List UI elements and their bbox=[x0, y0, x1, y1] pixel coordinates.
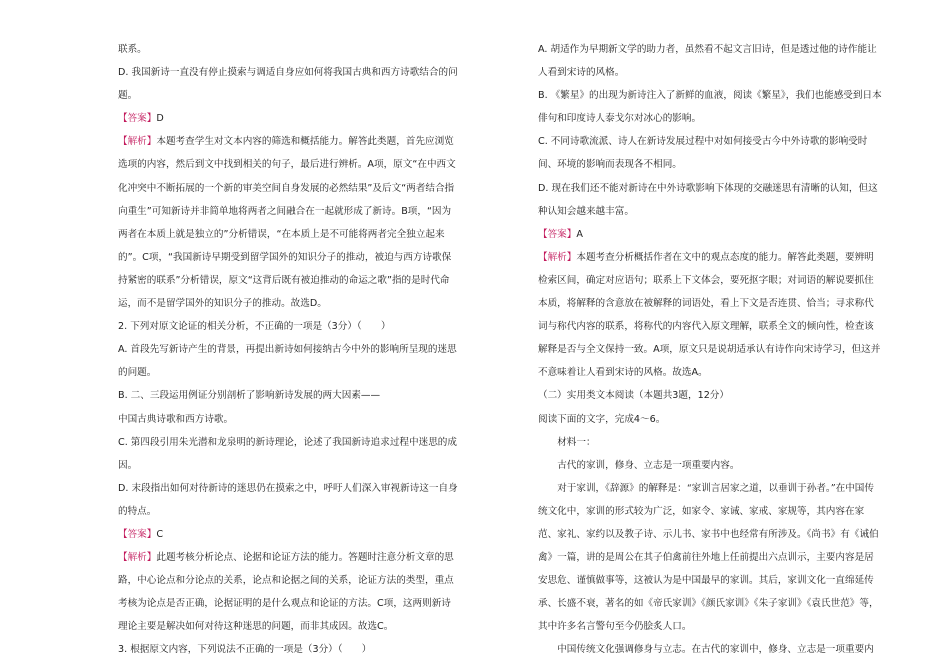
section-heading: （二）实用类文本阅读（本题共3题，12分） bbox=[538, 390, 729, 402]
option-d: D. 末段指出如何对待新诗的迷思仍在摸索之中，呼吁人们深入审视新诗这一自身的特点。 bbox=[118, 482, 458, 517]
answer-value: D bbox=[156, 113, 164, 125]
answer-line bbox=[118, 523, 460, 546]
question-2: 2. 下列对原文论证的相关分析，不正确的一项是（3分）（ ） bbox=[118, 321, 391, 333]
material-paragraph: 古代的家训，修身、立志是一项重要内容。 bbox=[557, 459, 740, 471]
explanation bbox=[538, 246, 883, 385]
option-b-continued: 中国古典诗歌和西方诗歌。 bbox=[118, 413, 234, 425]
answer-tag: 【答案】 bbox=[118, 113, 157, 125]
option-d: D. 我国新诗一直没有停止摸索与调适自身应如何将我国古典和西方诗歌结合的问题。 bbox=[118, 67, 458, 102]
material-paragraph: 中国传统文化强调修身与立志。在古代的家训中，修身、立志是一项重要内 bbox=[557, 644, 874, 656]
option-c: C. 第四段引用朱光潜和龙泉明的新诗理论，论述了我国新诗追求过程中迷思的成因。 bbox=[118, 436, 457, 471]
explanation-text: 本题考查分析概括作者在文中的观点态度的能力。解答此类题，要辨明检索区间，确定对应语句；联系上下文体会，要死抠字眼；对词语的解说要抓住本质，将解释的含意放在被解释的词语处，看上下文是否连贯、恰当；寻求称代词与称代内容的联系，将称代的内容代入原文理解，联系全文的倾向性，检查该解释是否与全文保持一致。A项，原文只是说胡适承认有诗作向宋诗学习，但这并不意味着让人看到宋诗的风格。故选A。 bbox=[538, 251, 881, 379]
answer-value: C bbox=[156, 528, 164, 540]
explanation bbox=[118, 546, 460, 638]
explanation-text: 本题考查学生对文本内容的筛选和概括能力。解答此类题，首先应浏览选项的内容，然后到文中找到相关的句子，最后进行辨析。A项，原文“在中西文化冲突中不断拓展的一个新的审美空间自身发展的必然结果”及后文“两者结合指向重生”可知新诗并非简单地将两者之间融合在一起就形成了新诗。B项，“因为两者在本质上就是独立的”分析错误，“在本质上是不可能将两者完全独立起来的”。C项，“我国新诗早期受到留学国外的知识分子的推动，被迫与西方诗歌保持紧密的联系”分析错误，原文“这背后既有被迫推动的命运之歌”指的是时代命运，而不是留学国外的知识分子的推动。故选D。 bbox=[118, 136, 456, 310]
material-paragraph: 对于家训，《辞源》的解释是：“家训言居家之道，以垂训于孙者。”在中国传统文化中，家训的形式较为广泛，如家令、家诫、家戒、家规等，其内容在家范、家礼、家约以及教子诗、示儿书、家书中也经常有所涉及。《尚书》有《诫伯禽》一篇，讲的是周公在其子伯禽前往外地上任前提出六点训示，主要内容是居安思危、谨慎做事等，这被认为是中国最早的家训。其后，家训文化一直绵延传承、长盛不衰，著名的如《帝氏家训》《颜氏家训》《朱子家训》《袁氏世范》等，其中许多名言警句至今仍脍炙人口。 bbox=[538, 482, 879, 633]
reading-instruction: 阅读下面的文字，完成4～6。 bbox=[538, 413, 666, 425]
answer-line bbox=[538, 223, 883, 246]
answer-tag: 【答案】 bbox=[538, 228, 577, 240]
left-column bbox=[118, 38, 460, 662]
option-b: B. 《繁星》的出现为新诗注入了新鲜的血液，阅读《繁星》，我们也能感受到日本俳句和印度诗人泰戈尔对冰心的影响。 bbox=[538, 90, 882, 125]
answer-tag: 【答案】 bbox=[118, 528, 157, 540]
question-3: 3. 根据原文内容，下列说法不正确的一项是（3分）（ ） bbox=[118, 644, 372, 656]
material-label: 材料一： bbox=[557, 436, 596, 448]
option-c: C. 不同诗歌流派、诗人在新诗发展过程中对如何接受古今中外诗歌的影响受时间、环境的影响而表现各不相同。 bbox=[538, 136, 868, 171]
explanation-tag: 【解析】 bbox=[118, 136, 157, 148]
answer-line bbox=[118, 107, 460, 130]
option-d: D. 现在我们还不能对新诗在中外诗歌影响下体现的交融迷思有清晰的认知，但这种认知会越来越丰富。 bbox=[538, 182, 878, 217]
option-a: A. 首段先写新诗产生的背景，再提出新诗如何接纳古今中外的影响所呈现的迷思的问题。 bbox=[118, 344, 457, 379]
explanation-tag: 【解析】 bbox=[118, 552, 157, 564]
explanation-tag: 【解析】 bbox=[538, 251, 577, 263]
right-column bbox=[538, 38, 883, 662]
option-a: A. 胡适作为早期新文学的助力者，虽然看不起文言旧诗，但是透过他的诗作能让人看到宋诗的风格。 bbox=[538, 44, 877, 79]
explanation bbox=[118, 130, 460, 315]
option-b: B. 二、三段运用例证分别剖析了影响新诗发展的两大因素—— bbox=[118, 390, 381, 402]
answer-value: A bbox=[576, 228, 583, 240]
text-line: 联系。 bbox=[118, 44, 147, 55]
explanation-text: 此题考核分析论点、论据和论证方法的能力。答题时注意分析文章的思路，中心论点和分论点的关系，论点和论据之间的关系，论证方法的类型，重点考核为论点是否正确，论据证明的是什么观点和论证的方法。C项，这两则新诗理论主要是解决如何对待这种迷思的问题，而非其成因。故选C。 bbox=[118, 552, 454, 633]
